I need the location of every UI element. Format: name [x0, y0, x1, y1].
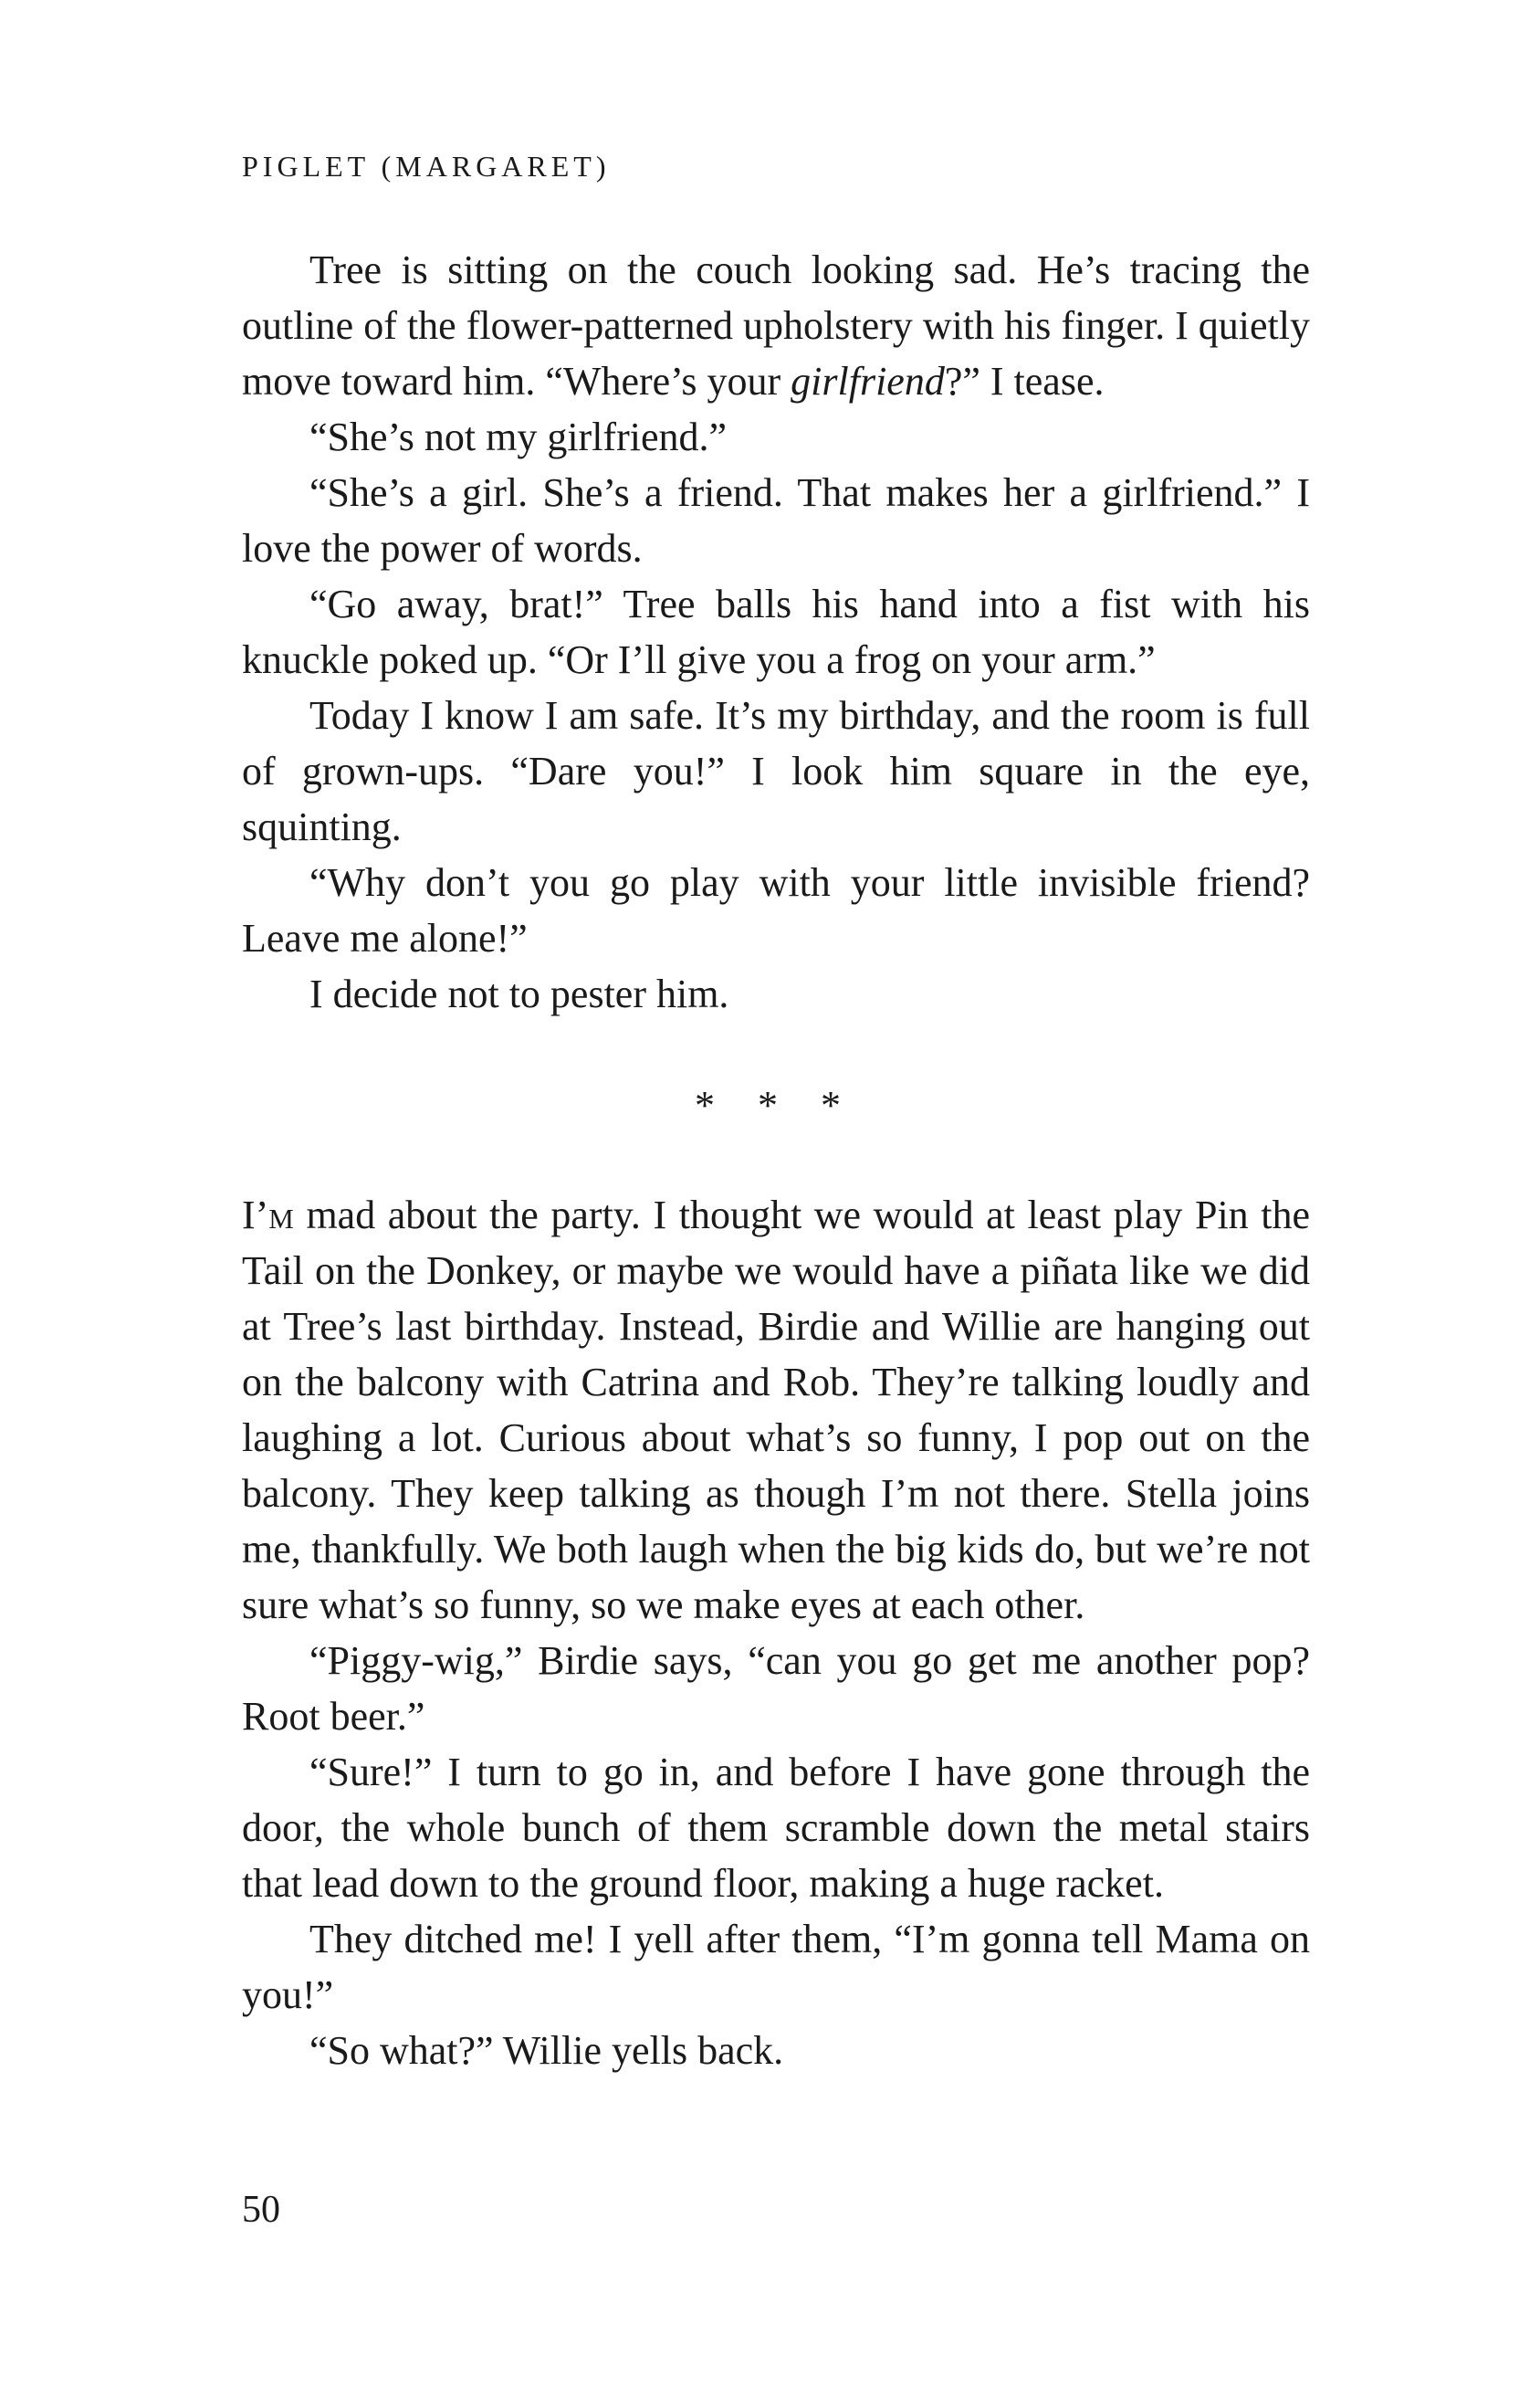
paragraph: “Go away, brat!” Tree balls his hand into a fist with his knuckle poked up. “Or I’ll give you a frog on your arm.”	[242, 582, 1310, 682]
paragraph: Today I know I am safe. It’s my birthday, and the room is full of grown-ups. “Dare you!” I look him square in the eye, squinting.	[242, 693, 1310, 849]
opening-letter: I	[242, 1193, 256, 1237]
paragraph-text: ?” I tease.	[944, 359, 1105, 404]
paragraph: “Why don’t you go play with your little invisible friend? Leave me alone!”	[242, 860, 1310, 961]
paragraph: “So what?” Willie yells back.	[309, 2028, 784, 2073]
paragraph	[242, 242, 1310, 409]
text-section-2	[242, 1187, 1310, 2078]
paragraph-text: Tree is sitting on the couch looking sad. He’s tracing the outline of the flower-patterned upholstery with his finger. I quietly move toward him. “Where’s your	[242, 247, 1310, 404]
paragraph: “She’s not my girlfriend.”	[309, 415, 728, 459]
page-number: 50	[242, 2189, 280, 2231]
paragraph: “Sure!” I turn to go in, and before I have gone through the door, the whole bunch of them scramble down the metal stairs that lead down to the ground floor, making a huge racket.	[242, 1750, 1310, 1906]
opening-smallcaps: ’m	[255, 1193, 294, 1237]
paragraph: “She’s a girl. She’s a friend. That makes her a girlfriend.” I love the power of words.	[242, 470, 1310, 571]
paragraph-text: mad about the party. I thought we would at least play Pin the Tail on the Donkey, or maybe we would have a piñata like we did at Tree’s last birthday. Instead, Birdie and Willie are hanging out on the balcony with Catrina and Rob. They’re talking loudly and laughing a lot. Curious about what’s so funny, I pop out on the balcony. They keep talking as though I’m not there. Stella joins me, thankfully. We both laugh when the big kids do, but we’re not sure what’s so funny, so we make eyes at each other.	[242, 1193, 1310, 1627]
paragraph-opening	[242, 1187, 1310, 1633]
text-section-1	[242, 242, 1310, 1022]
running-head: PIGLET (MARGARET)	[242, 150, 611, 183]
paragraph: “Piggy-wig,” Birdie says, “can you go get me another pop? Root beer.”	[242, 1638, 1310, 1739]
paragraph: I decide not to pester him.	[309, 972, 729, 1016]
scene-break: * * *	[695, 1083, 857, 1128]
paragraph: They ditched me! I yell after them, “I’m gonna tell Mama on you!”	[242, 1917, 1310, 2017]
emphasized-word: girlfriend	[791, 359, 945, 404]
